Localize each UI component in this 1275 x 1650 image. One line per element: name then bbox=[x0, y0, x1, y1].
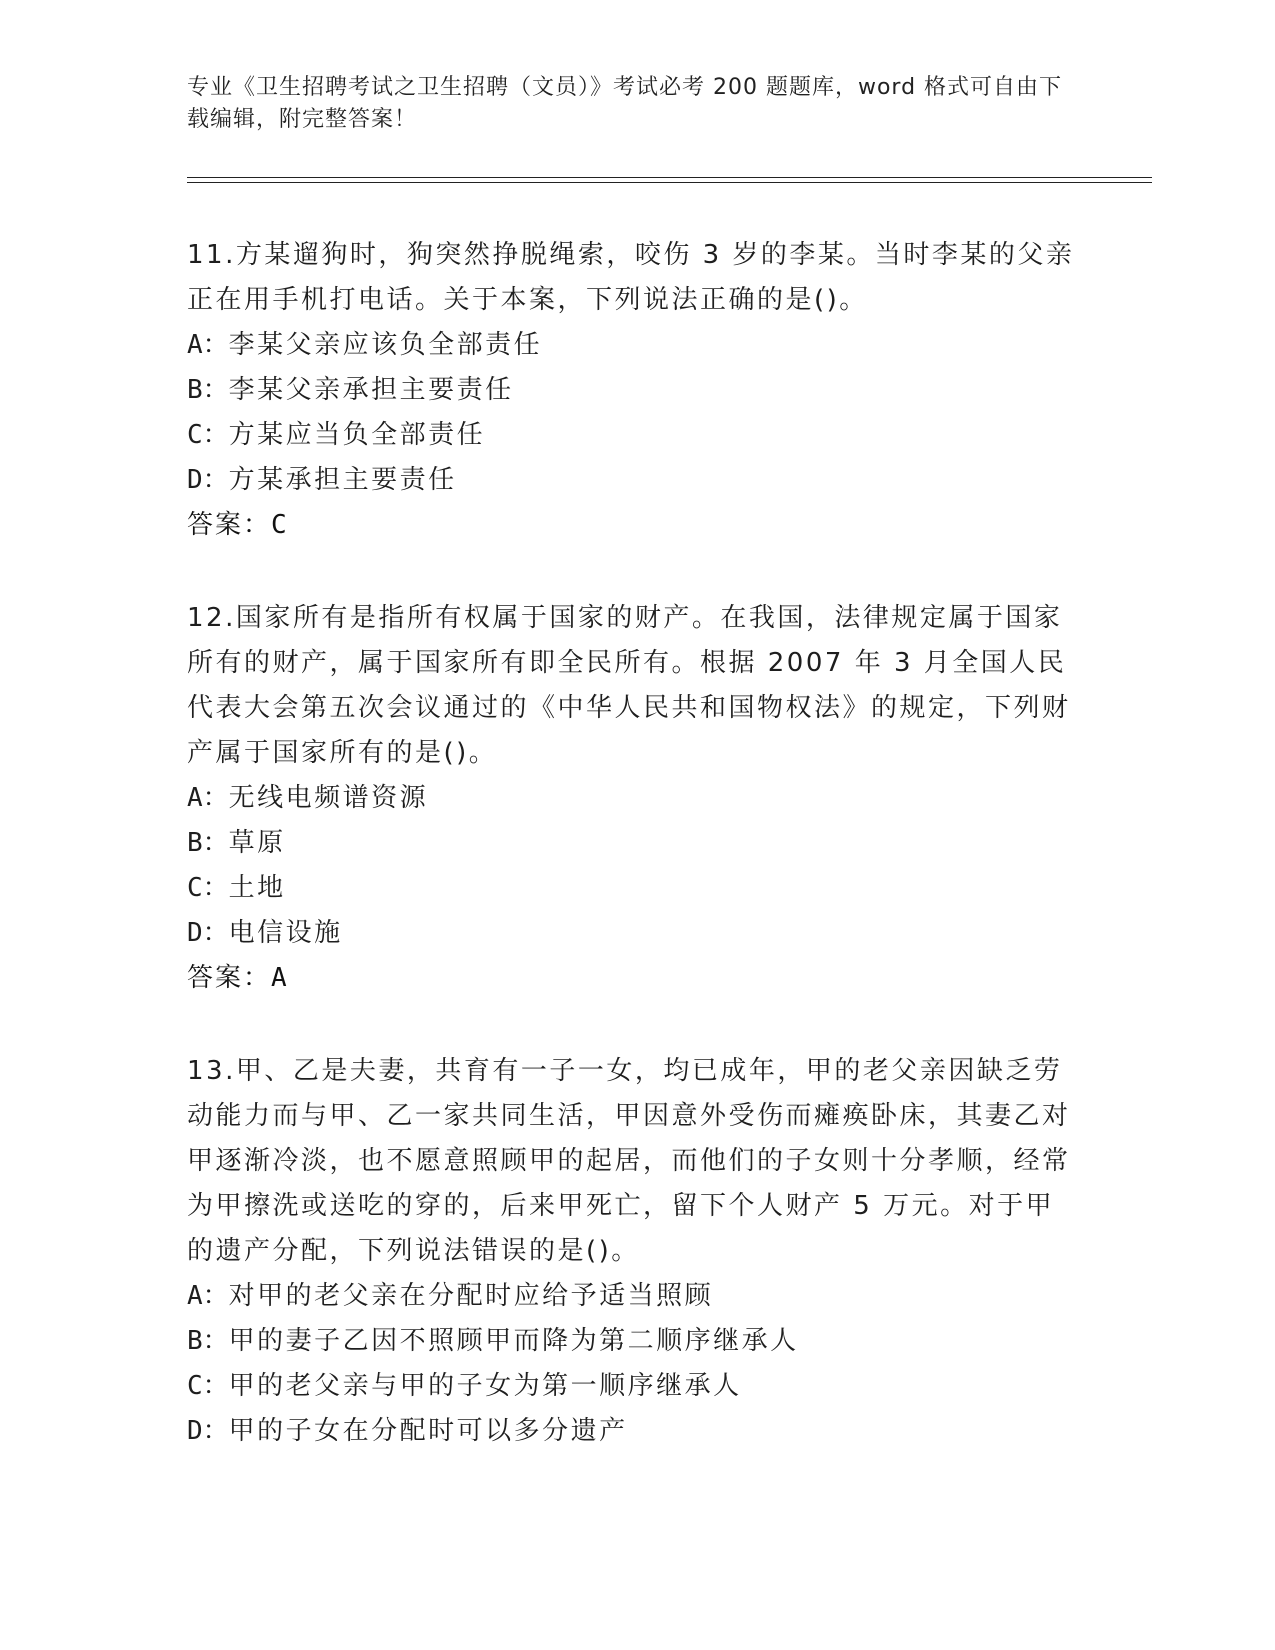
option-a bbox=[187, 1274, 1077, 1319]
option-key: D： bbox=[187, 465, 229, 495]
option-key: B： bbox=[187, 375, 229, 405]
header-divider-top bbox=[187, 177, 1152, 178]
question-11 bbox=[187, 233, 1077, 548]
option-d bbox=[187, 911, 1077, 956]
option-key: A： bbox=[187, 330, 229, 360]
option-text: 李某父亲应该负全部责任 bbox=[228, 330, 543, 360]
question-stem: 12.国家所有是指所有权属于国家的财产。在我国，法律规定属于国家所有的财产，属于国家所有即全民所有。根据 2007 年 3 月全国人民代表大会第五次会议通过的《中华人民共和国物权法》的规定，下列财产属于国家所有的是()。 bbox=[187, 603, 1071, 768]
question-13 bbox=[187, 1049, 1077, 1454]
option-text: 李某父亲承担主要责任 bbox=[228, 375, 514, 405]
option-text: 草原 bbox=[228, 828, 286, 858]
option-text: 对甲的老父亲在分配时应给予适当照顾 bbox=[228, 1281, 714, 1311]
option-key: B： bbox=[187, 828, 229, 858]
answer-value: C bbox=[271, 510, 287, 540]
option-text: 土地 bbox=[228, 873, 286, 903]
option-key: B： bbox=[187, 1326, 229, 1356]
answer-label: 答案： bbox=[187, 510, 272, 540]
option-a bbox=[187, 776, 1077, 821]
question-stem: 11.方某遛狗时，狗突然挣脱绳索，咬伤 3 岁的李某。当时李某的父亲正在用手机打电话。关于本案，下列说法正确的是()。 bbox=[187, 240, 1075, 315]
question-12 bbox=[187, 596, 1077, 1001]
option-b bbox=[187, 368, 1077, 413]
document-header: 专业《卫生招聘考试之卫生招聘（文员）》考试必考 200 题题库，word 格式可自由下载编辑，附完整答案！ bbox=[187, 75, 1063, 132]
option-text: 甲的子女在分配时可以多分遗产 bbox=[228, 1416, 628, 1446]
option-c bbox=[187, 866, 1077, 911]
question-stem: 13.甲、乙是夫妻，共育有一子一女，均已成年，甲的老父亲因缺乏劳动能力而与甲、乙一家共同生活，甲因意外受伤而瘫痪卧床，其妻乙对甲逐渐冷淡，也不愿意照顾甲的起居，而他们的子女则十分孝顺，经常为甲擦洗或送吃的穿的，后来甲死亡，留下个人财产 5 万元。对于甲的遗产分配，下列说法错误的是()。 bbox=[187, 1056, 1071, 1266]
answer-label: 答案： bbox=[187, 963, 272, 993]
option-key: A： bbox=[187, 1281, 229, 1311]
option-text: 电信设施 bbox=[228, 918, 343, 948]
option-key: C： bbox=[187, 1371, 229, 1401]
option-c bbox=[187, 1364, 1077, 1409]
option-key: D： bbox=[187, 1416, 229, 1446]
option-d bbox=[187, 1409, 1077, 1454]
answer-value: A bbox=[271, 963, 287, 993]
option-key: A： bbox=[187, 783, 229, 813]
option-text: 无线电频谱资源 bbox=[228, 783, 429, 813]
option-key: C： bbox=[187, 873, 229, 903]
option-text: 甲的老父亲与甲的子女为第一顺序继承人 bbox=[228, 1371, 742, 1401]
answer-line bbox=[187, 503, 1077, 548]
option-text: 甲的妻子乙因不照顾甲而降为第二顺序继承人 bbox=[228, 1326, 799, 1356]
option-key: C： bbox=[187, 420, 229, 450]
option-d bbox=[187, 458, 1077, 503]
option-b bbox=[187, 1319, 1077, 1364]
option-key: D： bbox=[187, 918, 229, 948]
option-text: 方某应当负全部责任 bbox=[228, 420, 486, 450]
option-text: 方某承担主要责任 bbox=[228, 465, 457, 495]
option-b bbox=[187, 821, 1077, 866]
option-a bbox=[187, 323, 1077, 368]
option-c bbox=[187, 413, 1077, 458]
header-divider-bottom bbox=[187, 182, 1152, 183]
answer-line bbox=[187, 956, 1077, 1001]
